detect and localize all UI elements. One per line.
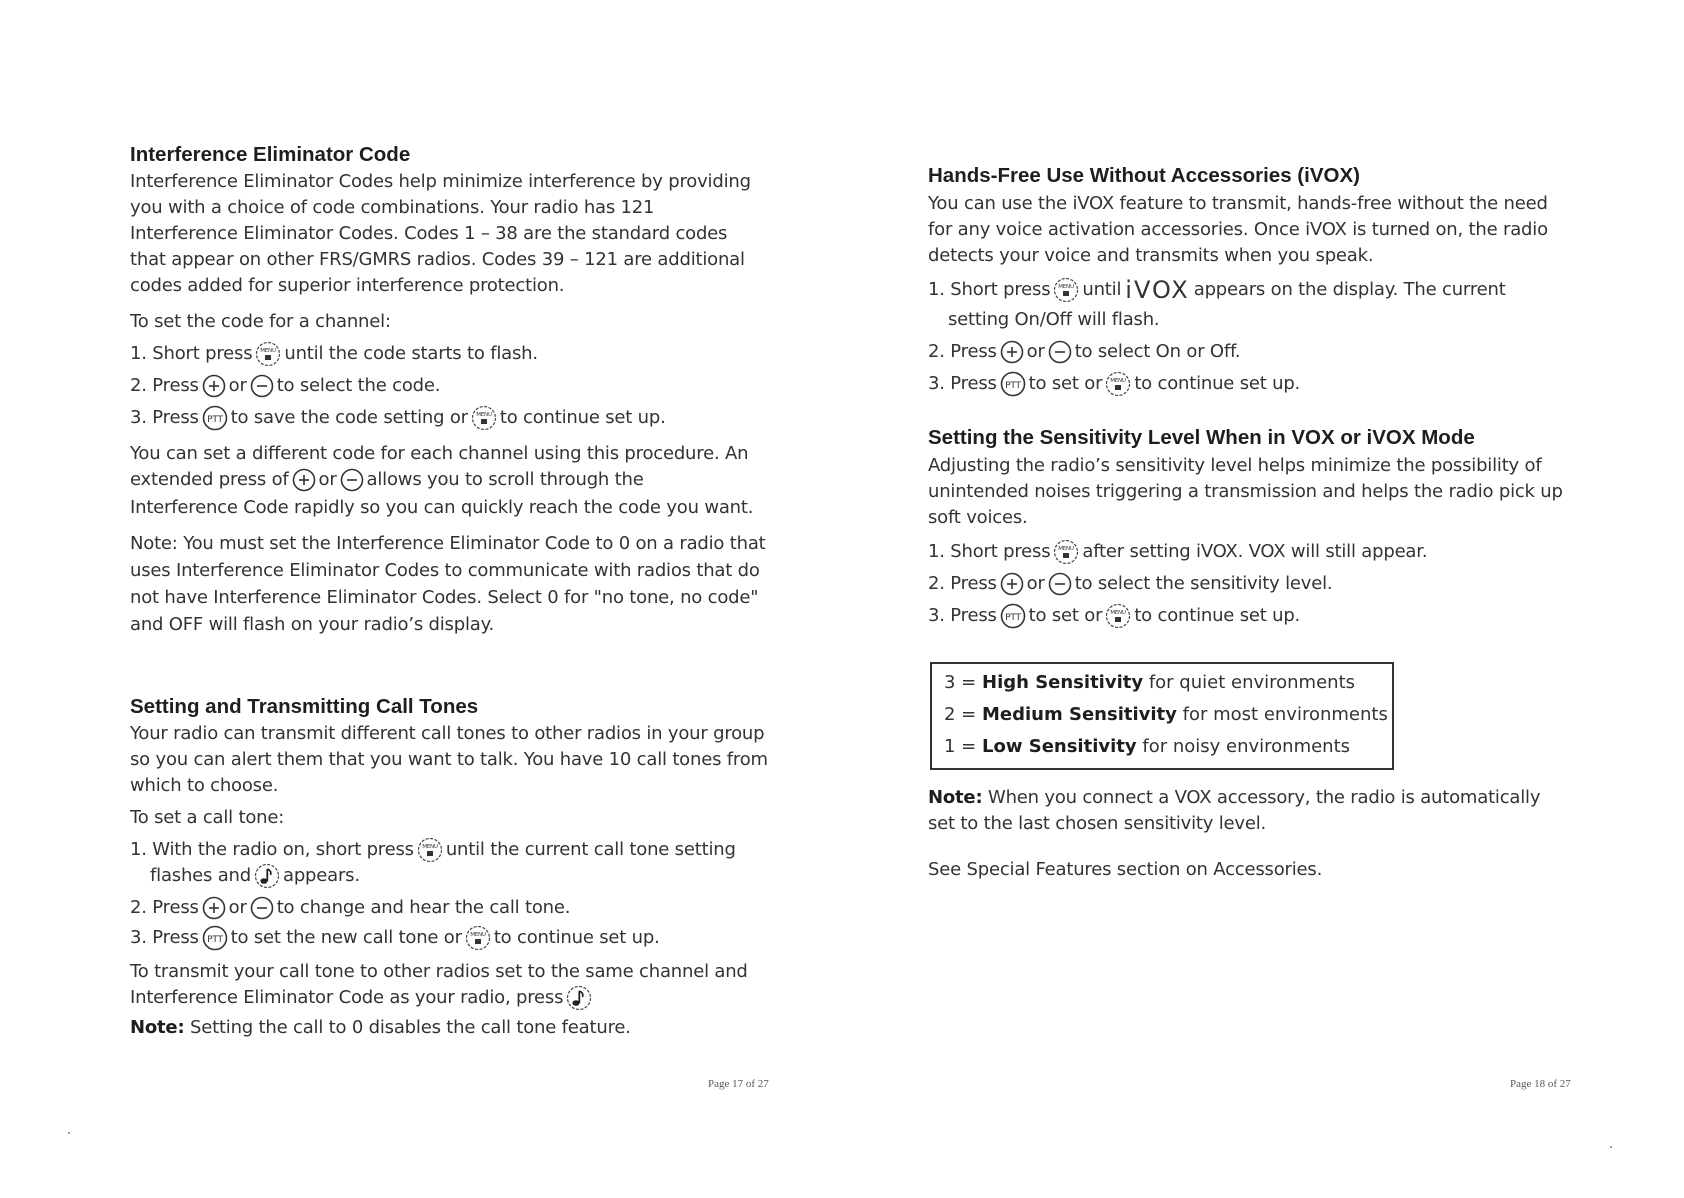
see-special-features: See Special Features section on Accessories. [928, 859, 1323, 880]
sensitivity-note-cont: set to the last chosen sensitivity level. [928, 813, 1267, 834]
call-tone-note-icon [254, 863, 280, 889]
calltones-step-2: 2. Press or to change and hear the call tone. [130, 897, 571, 918]
minus-button-icon [1048, 572, 1072, 596]
ivox-step-3: 3. Press PTT to set or MENU to continue set up. [928, 370, 1300, 397]
sensitivity-para-line: Adjusting the radio’s sensitivity level helps minimize the possibility of [928, 455, 1542, 476]
minus-button-icon [1048, 340, 1072, 364]
interference-para-line: codes added for superior interference protection. [130, 275, 565, 296]
svg-text:PTT: PTT [206, 935, 223, 945]
calltones-step-3: 3. Press PTT to set the new call tone or MENU to continue set up. [130, 924, 660, 951]
minus-button-icon [340, 468, 364, 492]
interference-note-line: and OFF will flash on your radio’s display. [130, 614, 495, 635]
calltones-heading: Setting and Transmitting Call Tones [130, 695, 479, 718]
scan-speck [68, 1132, 70, 1134]
ivox-step-1-cont: setting On/Off will flash. [948, 309, 1160, 330]
ivox-para-line: You can use the iVOX feature to transmit, hands-free without the need [928, 193, 1548, 214]
sensitivity-step-3: 3. Press PTT to set or MENU to continue set up. [928, 602, 1300, 629]
interference-para-line: Interference Eliminator Codes. Codes 1 – 38 are the standard codes [130, 223, 728, 244]
plus-button-icon [1000, 340, 1024, 364]
sensitivity-step-2: 2. Press or to select the sensitivity level. [928, 573, 1333, 594]
svg-text:MENU: MENU [422, 844, 438, 850]
interference-heading: Interference Eliminator Code [130, 143, 411, 166]
menu-button-icon [1105, 371, 1131, 397]
interference-note-line: not have Interference Eliminator Codes. Select 0 for "no tone, no code" [130, 587, 759, 608]
plus-button-icon [202, 896, 226, 920]
ivox-para-line: for any voice activation accessories. Once iVOX is turned on, the radio [928, 219, 1548, 240]
svg-text:MENU: MENU [470, 932, 486, 938]
ivox-display-text: iVOX [1125, 275, 1190, 304]
plus-button-icon [202, 374, 226, 398]
interference-extra-line: extended press of or allows you to scroll through the [130, 469, 644, 490]
ivox-heading: Hands-Free Use Without Accessories (iVOX) [928, 164, 1360, 187]
svg-text:MENU: MENU [476, 412, 492, 418]
plus-button-icon [292, 468, 316, 492]
interference-note-line: uses Interference Eliminator Codes to communicate with radios that do [130, 560, 760, 581]
sensitivity-step-1: 1. Short press MENU after setting iVOX. VOX will still appear. [928, 538, 1427, 565]
calltones-para-line: which to choose. [130, 775, 279, 796]
calltones-intro: To set a call tone: [130, 807, 285, 828]
svg-text:MENU: MENU [260, 348, 277, 354]
sensitivity-para-line: soft voices. [928, 507, 1028, 528]
ptt-button-icon [1000, 371, 1026, 397]
interference-para-line: Interference Eliminator Codes help minimize interference by providing [130, 171, 751, 192]
page-number-right: Page 18 of 27 [1510, 1078, 1571, 1090]
plus-button-icon [1000, 572, 1024, 596]
calltones-transmit-line: To transmit your call tone to other radios set to the same channel and [130, 961, 748, 982]
minus-button-icon [250, 374, 274, 398]
svg-text:MENU: MENU [1058, 284, 1075, 290]
interference-para-line: you with a choice of code combinations. Your radio has 121 [130, 197, 655, 218]
calltones-step-1: 1. With the radio on, short press MENU until the current call tone setting [130, 836, 736, 863]
menu-button-icon [255, 341, 281, 367]
calltones-step-1-cont: flashes and appears. [150, 862, 360, 889]
menu-button-icon [417, 837, 443, 863]
ivox-step-2: 2. Press or to select On or Off. [928, 341, 1241, 362]
minus-button-icon [250, 896, 274, 920]
menu-button-icon [1053, 539, 1079, 565]
scan-speck [1610, 1146, 1612, 1148]
interference-note-line: Note: You must set the Interference Eliminator Code to 0 on a radio that [130, 533, 766, 554]
svg-text:PTT: PTT [1004, 613, 1021, 623]
menu-button-icon [465, 925, 491, 951]
interference-intro: To set the code for a channel: [130, 311, 391, 332]
sensitivity-heading: Setting the Sensitivity Level When in VOX or iVOX Mode [928, 426, 1475, 449]
ptt-button-icon [202, 405, 228, 431]
call-tone-note-icon [566, 985, 592, 1011]
svg-text:MENU: MENU [1110, 378, 1127, 384]
sensitivity-levels-table [930, 662, 1394, 770]
svg-text:MENU: MENU [1058, 546, 1075, 552]
interference-para-line: that appear on other FRS/GMRS radios. Codes 39 – 121 are additional [130, 249, 745, 270]
menu-button-icon [471, 405, 497, 431]
sensitivity-level-row: 2 = Medium Sensitivity for most environments [944, 704, 1388, 725]
interference-step-2: 2. Press or to select the code. [130, 375, 441, 396]
interference-extra-line: Interference Code rapidly so you can quickly reach the code you want. [130, 497, 754, 518]
ptt-button-icon [202, 925, 228, 951]
interference-step-3: 3. Press PTT to save the code setting or MENU to continue set up. [130, 404, 666, 431]
page-number-left: Page 17 of 27 [708, 1078, 769, 1090]
svg-text:PTT: PTT [1004, 381, 1021, 391]
svg-text:PTT: PTT [206, 415, 223, 425]
calltones-transmit-line: Interference Eliminator Code as your radio, press [130, 984, 595, 1011]
calltones-para-line: Your radio can transmit different call tones to other radios in your group [130, 723, 765, 744]
sensitivity-para-line: unintended noises triggering a transmission and helps the radio pick up [928, 481, 1563, 502]
menu-button-icon [1105, 603, 1131, 629]
interference-step-1: 1. Short press MENU until the code starts to flash. [130, 340, 538, 367]
calltones-para-line: so you can alert them that you want to talk. You have 10 call tones from [130, 749, 768, 770]
sensitivity-level-row: 3 = High Sensitivity for quiet environments [944, 672, 1356, 693]
sensitivity-level-row: 1 = Low Sensitivity for noisy environments [944, 736, 1351, 757]
svg-text:MENU: MENU [1110, 610, 1127, 616]
ivox-step-1: 1. Short press MENU until iVOX appears on the display. The current [928, 275, 1506, 304]
interference-extra-line: You can set a different code for each channel using this procedure. An [130, 443, 749, 464]
ptt-button-icon [1000, 603, 1026, 629]
calltones-note: Note: Setting the call to 0 disables the call tone feature. [130, 1017, 631, 1038]
menu-button-icon [1053, 277, 1079, 303]
ivox-para-line: detects your voice and transmits when you speak. [928, 245, 1374, 266]
sensitivity-note: Note: When you connect a VOX accessory, the radio is automatically [928, 787, 1541, 808]
